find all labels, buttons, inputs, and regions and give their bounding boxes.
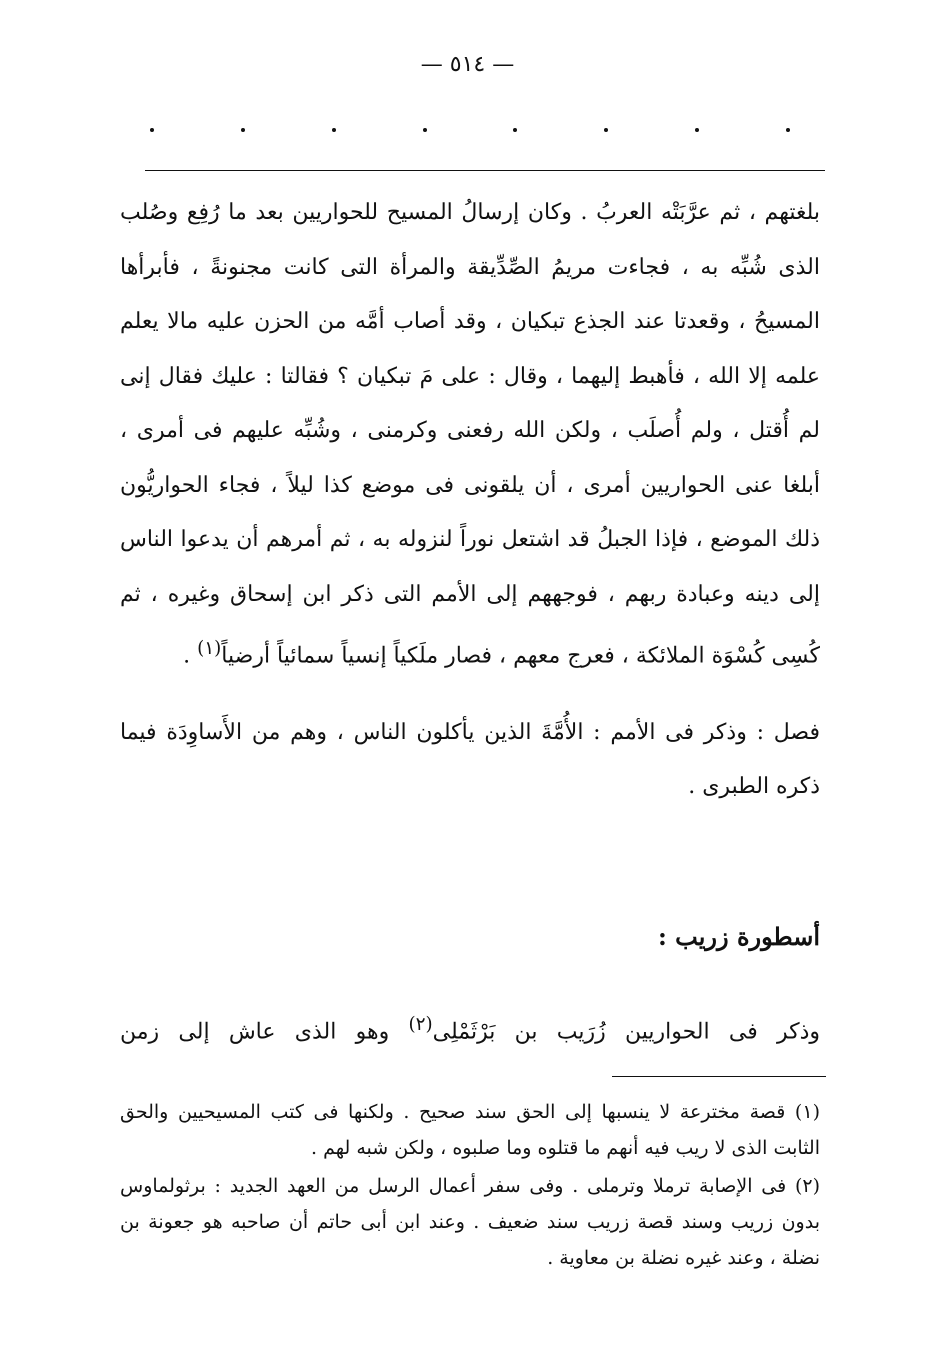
footnotes <box>120 1094 820 1276</box>
dot <box>695 128 699 132</box>
section-heading: أسطورة زريب : <box>657 922 820 951</box>
dot <box>332 128 336 132</box>
dot <box>241 128 245 132</box>
paragraph-3-text: وذكر فى الحواريين زُرَيب بن بَرْثَمْلِى <box>432 1019 821 1045</box>
dot <box>513 128 517 132</box>
paragraph-2: فصل : وذكر فى الأمم : الأُمَّةَ الذين يأكلون الناس ، وهم من الأَساوِدَة فيما ذكره الطبرى . <box>120 719 820 800</box>
dot <box>150 128 154 132</box>
paragraph-1-text: بلغتهم ، ثم عرَّبَتْه العربُ . وكان إرسالُ المسيح للحواريين بعد ما رُفِع وصُلب الذى شُبِّه به ، فجاءت مريمُ الصِّدِّيقة والمرأة التى كانت مجنونةً ، فأبرأها المسيحُ ، وقعدتا عند الجذع تبكيان ، وقد أصاب أمَّه من الحزن عليه مالا يعلم علمه إلا الله ، فأهبط إليهما ، وقال : على مَ تبكيان ؟ فقالتا : عليك فقال إنى لم أُقتل ، ولم أُصلَب ، ولكن الله رفعنى وكرمنى ، وشُبِّه عليهم فى أمرى ، أبلغا عنى الحواريين أمرى ، أن يلقونى فى موضع كذا ليلاً ، فجاء الحواريُّون ذلك الموضع ، فإذا الجبلُ قد اشتعل نوراً لنزوله به ، ثم أمرهم أن يدعوا الناس إلى دينه وعبادة ربهم ، فوجههم إلى الأمم التى ذكر ابن إسحاق وغيره ، ثم كُسِى كُسْوَة الملائكة ، فعرج معهم ، فصار ملَكياً إنسياً سمائياً أرضياً <box>120 200 820 669</box>
paragraph-3-continuation: وهو الذى عاش إلى زمن <box>120 1019 409 1045</box>
footnote-rule <box>612 1076 826 1077</box>
dot <box>604 128 608 132</box>
footnote-1: (١) قصة مخترعة لا ينسبها إلى الحق سند صحيح . ولكنها فى كتب المسيحيين والحق الثابت الذى لا ريب فيه أنهم ما قتلوه وما صلبوه ، ولكن شبه لهم . <box>120 1101 820 1159</box>
paragraph-1 <box>120 186 820 684</box>
page-number: — ٥١٤ — <box>420 52 515 77</box>
footnote-ref-1: (١) <box>197 638 222 659</box>
header-rule <box>145 170 825 171</box>
footnote-ref-2: (٢) <box>408 1014 433 1035</box>
paragraph-3 <box>120 998 820 1059</box>
dot <box>423 128 427 132</box>
paragraph-1-end: . <box>183 643 191 669</box>
main-text <box>120 186 820 815</box>
separator-dots <box>150 128 790 132</box>
footnote-2: (٢) فى الإصابة ترملا وترملى . وفى سفر أعمال الرسل من العهد الجديد : برثولماوس بدون زريب وسند قصة زريب سند ضعيف . وعند ابن أبى حاتم أن صاحبه هو جعونة بن نضلة ، وعند غيره نضلة بن معاوية . <box>120 1175 820 1269</box>
dot <box>786 128 790 132</box>
